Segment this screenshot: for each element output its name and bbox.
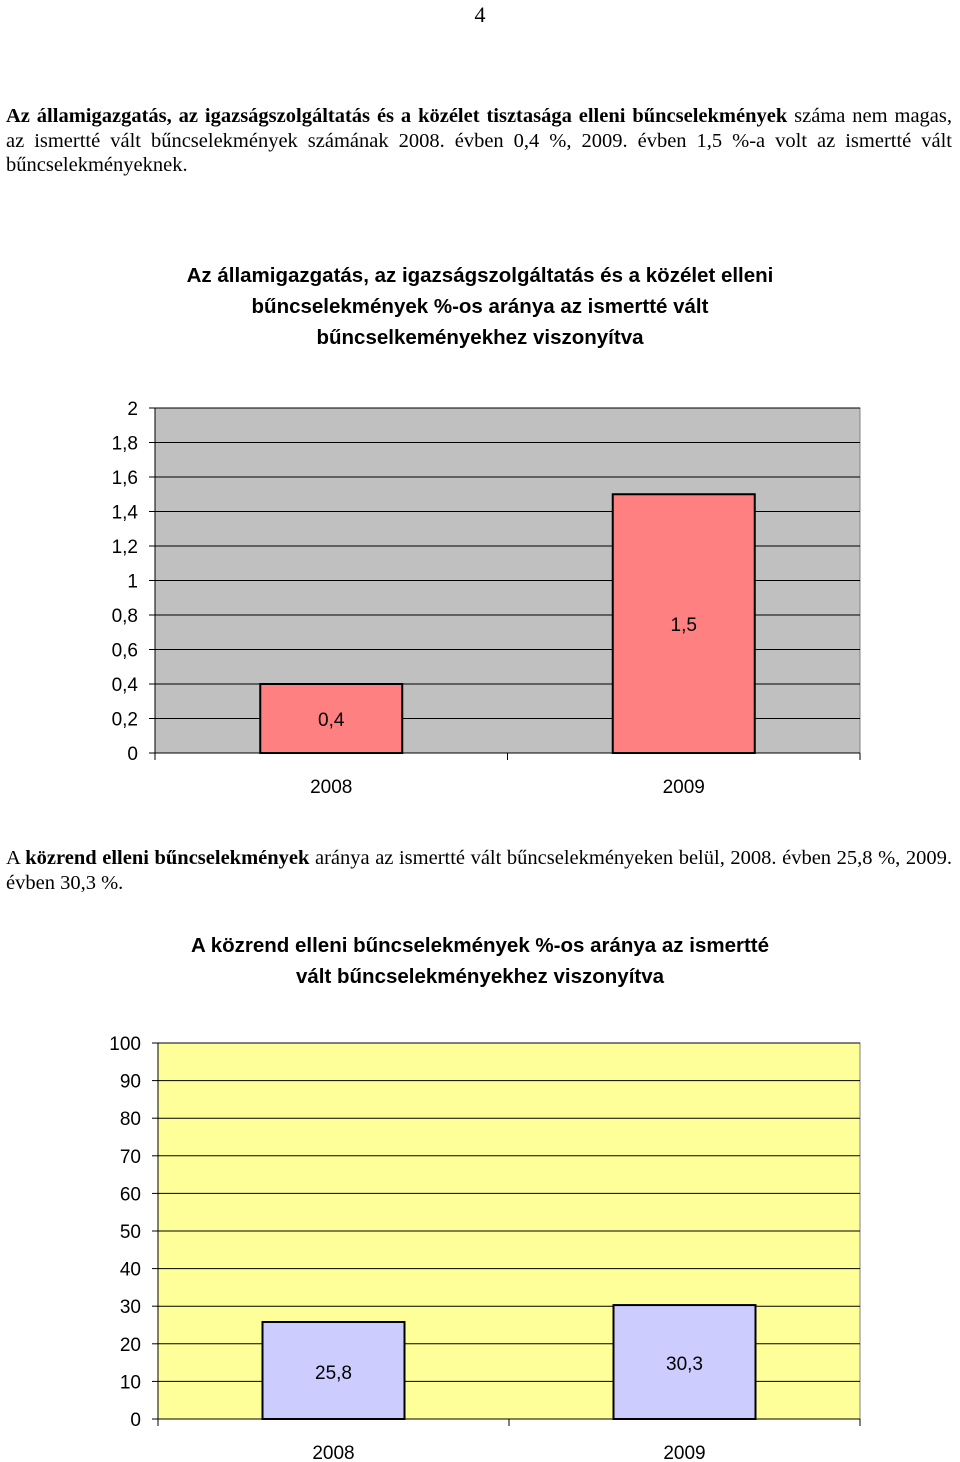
y-tick-label: 1,2 [111, 537, 138, 558]
y-tick-label: 1,8 [111, 433, 138, 455]
y-tick-label: 0,2 [111, 709, 138, 731]
y-tick-label: 50 [119, 1222, 141, 1243]
y-tick-label: 1,6 [111, 468, 138, 489]
y-tick-label: 0 [127, 744, 138, 765]
y-tick-label: 0,4 [111, 675, 138, 696]
y-tick-label: 0,8 [111, 606, 138, 627]
y-tick-label: 1 [127, 571, 138, 593]
y-tick-label: 0,6 [111, 640, 138, 662]
y-tick-label: 40 [119, 1259, 141, 1281]
y-tick-label: 10 [119, 1372, 141, 1394]
y-tick-label: 80 [119, 1109, 141, 1131]
x-tick-label: 2009 [662, 777, 705, 798]
y-tick-label: 60 [119, 1184, 141, 1206]
y-tick-label: 1,4 [111, 502, 138, 524]
paragraph-bold-text: Az államigazgatás, az igazságszolgáltatás és a közélet tisztasága elleni bűncselekmények [6, 105, 788, 127]
paragraph-text: aránya az ismertté vált bűncselekményeken belül, 2008. évben 25,8 %, 2009. évben 30,3 %. [6, 847, 952, 894]
paragraph-text-prefix: A [6, 847, 26, 869]
y-tick-label: 70 [119, 1146, 141, 1168]
chart2-title: A közrend elleni bűncselekmények %-os aránya az ismertté vált bűncselekményekhez viszonyítva [190, 934, 770, 988]
data-label: 25,8 [315, 1363, 352, 1384]
paragraph-text: száma nem magas, az ismertté vált bűncselekmények számának 2008. évben 0,4 %, 2009. évben 1,5 %-a volt az ismertté vált bűncselekményeknek. [6, 105, 952, 176]
page-number: 4 [474, 2, 486, 27]
y-tick-label: 20 [119, 1334, 141, 1356]
data-label: 1,5 [670, 615, 697, 636]
x-tick-label: 2008 [312, 1443, 355, 1462]
y-tick-label: 2 [127, 399, 138, 420]
y-tick-label: 100 [109, 1034, 141, 1055]
data-label: 0,4 [318, 710, 345, 731]
y-tick-label: 90 [119, 1071, 141, 1093]
x-tick-label: 2009 [663, 1443, 706, 1462]
x-tick-label: 2008 [310, 777, 353, 798]
y-tick-label: 0 [130, 1410, 141, 1431]
chart1-title: Az államigazgatás, az igazságszolgáltatás és a közélet elleni bűncselekmények %-os aránya az ismertté vált bűncselkeményekhez viszonyítva [186, 264, 774, 349]
y-tick-label: 30 [119, 1297, 141, 1319]
paragraph-bold-text: közrend elleni bűncselekmények [25, 847, 310, 869]
data-label: 30,3 [666, 1354, 703, 1375]
